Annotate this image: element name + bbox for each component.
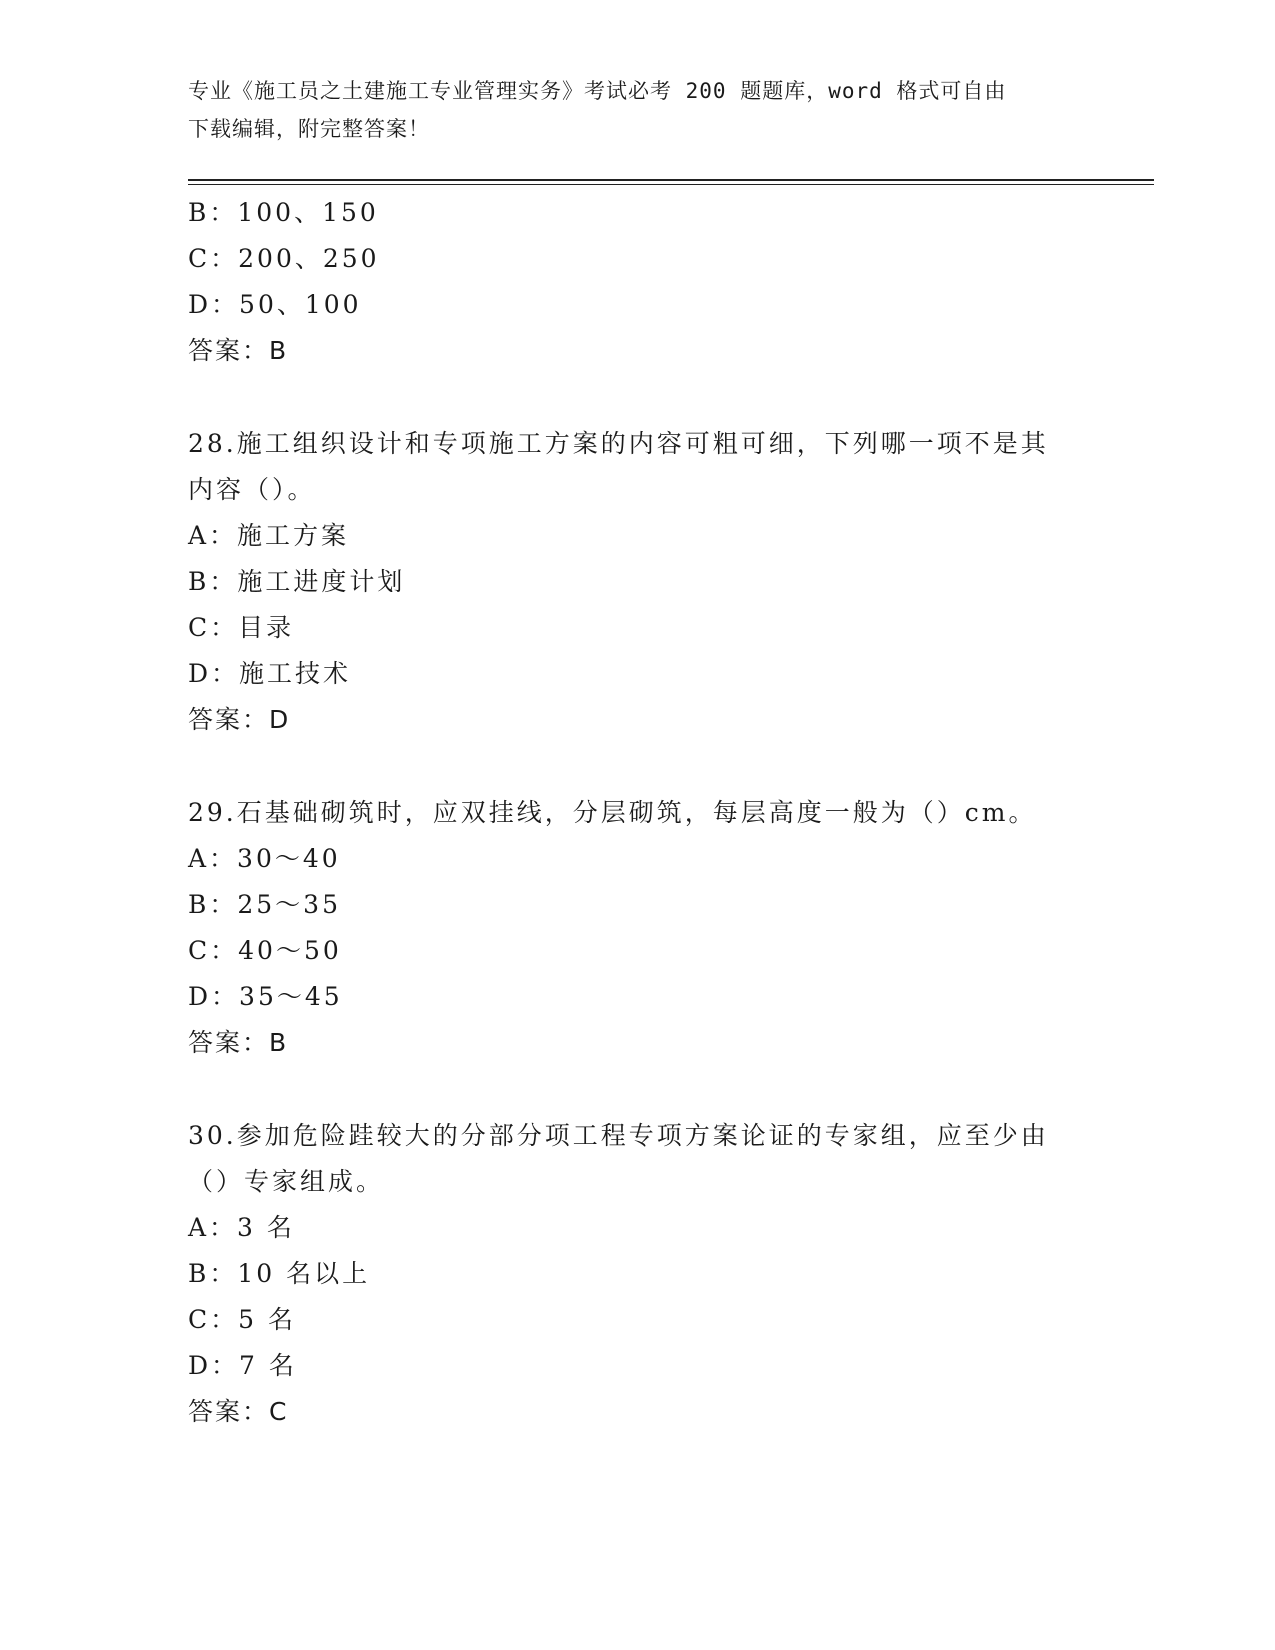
q28-option-a: A：施工方案 [188, 521, 350, 550]
q28-answer: 答案：D [188, 705, 291, 734]
spacer [188, 374, 1088, 421]
q27-option-c: C：200、250 [188, 244, 380, 273]
q27-option-d: D：50、100 [188, 290, 362, 319]
question-28 [188, 421, 1088, 743]
document-header [188, 72, 1088, 148]
question-29 [188, 790, 1088, 1066]
q28-option-c: C：目录 [188, 613, 295, 642]
q29-option-c: C：40～50 [188, 936, 342, 965]
q29-option-a: A：30～40 [188, 844, 341, 873]
q29-option-b: B：25～35 [188, 890, 341, 919]
q30-stem-line-1: 30.参加危险跬较大的分部分项工程专项方案论证的专家组，应至少由 [188, 1121, 1049, 1150]
q28-option-b: B：施工进度计划 [188, 567, 406, 596]
header-divider-thin [188, 184, 1154, 185]
header-title-line-1: 专业《施工员之土建施工专业管理实务》考试必考 200 题题库，word 格式可自由 [188, 79, 1007, 103]
spacer [188, 1066, 1088, 1113]
q30-option-d: D：7 名 [188, 1351, 297, 1380]
spacer [188, 743, 1088, 790]
q27-option-b: B：100、150 [188, 198, 379, 227]
q30-option-b: B：10 名以上 [188, 1259, 371, 1288]
q28-stem-line-2: 内容（）。 [188, 475, 316, 504]
question-list [188, 190, 1088, 1435]
q30-stem-line-2: （）专家组成。 [188, 1167, 385, 1196]
q29-answer: 答案：B [188, 1028, 289, 1057]
q28-stem-line-1: 28.施工组织设计和专项施工方案的内容可粗可细，下列哪一项不是其 [188, 429, 1049, 458]
question-30 [188, 1113, 1088, 1435]
header-divider-thick [188, 179, 1154, 181]
q29-option-d: D：35～45 [188, 982, 343, 1011]
q30-option-a: A：3 名 [188, 1213, 295, 1242]
q29-stem-line-1: 29.石基础砌筑时，应双挂线，分层砌筑，每层高度一般为（）cm。 [188, 798, 1037, 827]
question-27 [188, 190, 1088, 374]
q30-answer: 答案：C [188, 1397, 289, 1426]
q27-answer: 答案：B [188, 336, 289, 365]
q30-option-c: C：5 名 [188, 1305, 296, 1334]
q28-option-d: D：施工技术 [188, 659, 352, 688]
header-title-line-2: 下载编辑，附完整答案！ [188, 117, 430, 141]
